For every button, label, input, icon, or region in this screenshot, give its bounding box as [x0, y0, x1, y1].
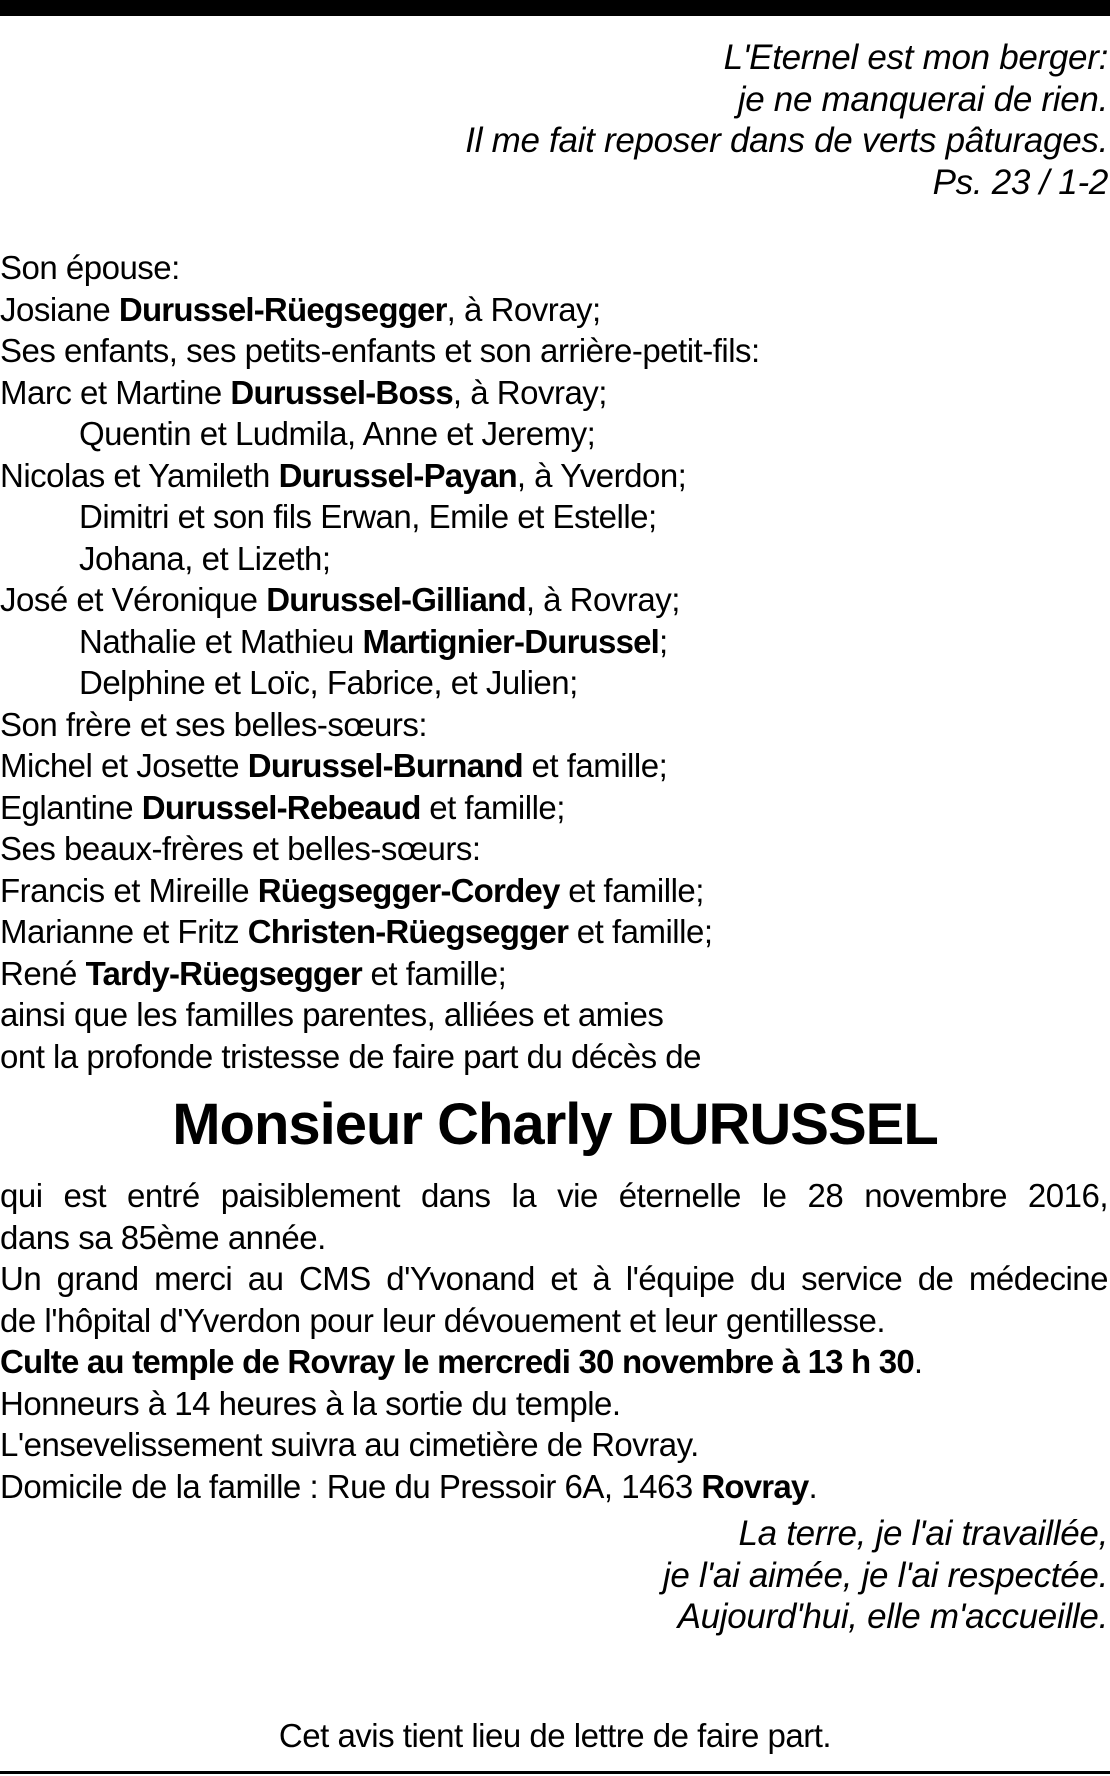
entry-suffix: et famille;: [522, 747, 668, 784]
first-names: Marc et Martine: [0, 373, 231, 411]
thanks-line: Un grand merci au CMS d'Yvonand et à l'équipe du service de médecine: [0, 1260, 1108, 1297]
address-prefix: Domicile de la famille : Rue du Pressoir 6A, 1463: [0, 1467, 702, 1505]
quote-line: je l'ai aimée, je l'ai respectée.: [662, 1555, 1108, 1595]
passing-line: qui est entré paisiblement dans la vie éternelle le 28 novembre 2016,: [0, 1177, 1108, 1214]
thanks-line: de l'hôpital d'Yverdon pour leur dévouement et leur gentillesse.: [0, 1301, 886, 1339]
family-name: Durussel-Payan: [278, 456, 517, 494]
psalm-line: L'Eternel est mon berger:: [723, 38, 1108, 77]
psalm-line: Il me fait reposer dans de verts pâturages.: [465, 121, 1108, 160]
top-border-rule: [0, 0, 1110, 16]
address-end: .: [808, 1467, 818, 1505]
burial-line: L'ensevelissement suivra au cimetière de Rovray.: [0, 1426, 699, 1463]
family-name: Tardy-Rüegsegger: [85, 954, 362, 992]
inlaws-heading: Ses beaux-frères et belles-sœurs:: [0, 830, 481, 867]
family-name: Rüegsegger-Cordey: [257, 871, 560, 909]
child-entry: [0, 579, 1108, 621]
family-list: [0, 247, 1108, 1077]
first-names: Marianne et Fritz: [0, 913, 248, 950]
bottom-border-rule: [0, 1771, 1110, 1774]
quote-line: Aujourd'hui, elle m'accueille.: [677, 1597, 1108, 1636]
entry-suffix: , à Rovray;: [446, 290, 601, 328]
deceased-name: Monsieur Charly DURUSSEL: [172, 1092, 938, 1157]
first-names: Josiane: [0, 290, 119, 328]
sibling-entry: [0, 787, 1108, 829]
entry-suffix: et famille;: [420, 788, 565, 826]
sibling-entry: [0, 745, 1108, 787]
entry-suffix: et famille;: [559, 871, 704, 909]
service-end: .: [913, 1343, 923, 1380]
entry-suffix: , à Rovray;: [452, 373, 607, 411]
psalm-quote: [465, 37, 1108, 203]
family-name: Durussel-Rebeaud: [141, 788, 421, 826]
children-heading: Ses enfants, ses petits-enfants et son arrière-petit-fils:: [0, 332, 760, 369]
closing-quote: [663, 1513, 1108, 1638]
siblings-heading: Son frère et ses belles-sœurs:: [0, 705, 427, 743]
first-names: José et Véronique: [0, 581, 267, 618]
entry-suffix: , à Rovray;: [525, 581, 680, 618]
child-entry: [0, 372, 1108, 414]
entry-suffix: et famille;: [568, 913, 713, 950]
family-name: Durussel-Boss: [230, 373, 453, 411]
entry-suffix: ;: [659, 622, 668, 660]
passing-line: dans sa 85ème année.: [0, 1218, 326, 1256]
grandchildren-entry: Johana, et Lizeth;: [79, 539, 331, 577]
inlaw-entry: [0, 911, 1108, 953]
first-names: Eglantine: [0, 788, 142, 826]
inlaw-entry: [0, 870, 1108, 912]
entry-suffix: , à Yverdon;: [516, 456, 687, 494]
first-names: Nicolas et Yamileth: [0, 456, 279, 494]
service-line: [0, 1341, 1108, 1383]
grandchildren-entry: [0, 621, 1108, 663]
family-name: Christen-Rüegsegger: [247, 913, 569, 950]
closing-line: ont la profonde tristesse de faire part du décès de: [0, 1037, 701, 1075]
first-names: Michel et Josette: [0, 747, 248, 784]
first-names: René: [0, 954, 86, 992]
family-name: Durussel-Rüegsegger: [118, 290, 447, 328]
child-entry: [0, 455, 1108, 497]
spouse-heading: Son épouse:: [0, 249, 180, 286]
first-names: Francis et Mireille: [0, 871, 258, 909]
psalm-line: je ne manquerai de rien.: [737, 79, 1108, 119]
quote-line: La terre, je l'ai travaillée,: [738, 1514, 1108, 1553]
first-names: Nathalie et Mathieu: [79, 622, 363, 660]
address-line: [0, 1466, 1108, 1508]
grandchildren-entry: Delphine et Loïc, Fabrice, et Julien;: [79, 664, 578, 701]
grandchildren-entry: Dimitri et son fils Erwan, Emile et Estelle;: [79, 498, 657, 535]
address-town: Rovray: [701, 1467, 809, 1505]
psalm-reference: Ps. 23 / 1-2: [932, 162, 1108, 202]
spouse-entry: [0, 289, 1108, 331]
inlaw-entry: [0, 953, 1108, 995]
notice-details: [0, 1175, 1108, 1507]
service-info: Culte au temple de Rovray le mercredi 30 novembre à 13 h 30: [0, 1343, 914, 1380]
footer-note: Cet avis tient lieu de lettre de faire part.: [278, 1717, 832, 1754]
family-name: Martignier-Durussel: [362, 622, 660, 660]
honours-line: Honneurs à 14 heures à la sortie du temple.: [0, 1384, 621, 1422]
entry-suffix: et famille;: [361, 954, 507, 992]
family-name: Durussel-Gilliand: [266, 581, 526, 618]
closing-line: ainsi que les familles parentes, alliées et amies: [0, 996, 664, 1033]
grandchildren-entry: Quentin et Ludmila, Anne et Jeremy;: [79, 415, 596, 452]
family-name: Durussel-Burnand: [247, 747, 523, 784]
